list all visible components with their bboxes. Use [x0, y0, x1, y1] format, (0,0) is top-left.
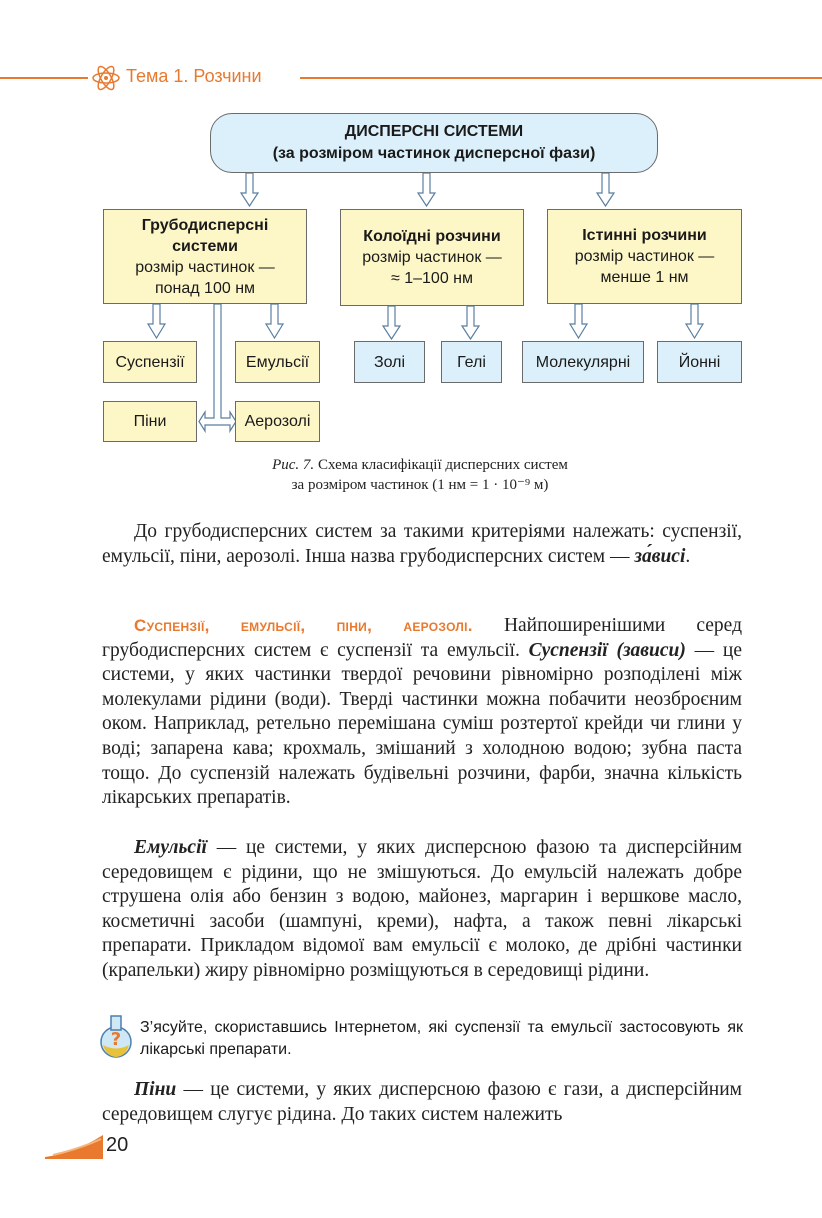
p4-text: — це системи, у яких дисперсною фазою є гази, а дисперсійним середовищем слугує рідина. До таких систем належить — [102, 1079, 742, 1125]
true-size-line2: менше 1 нм — [600, 269, 689, 286]
p2-term: Суспензії (зависи) — [528, 639, 686, 661]
arrow-true-ionic — [686, 304, 703, 338]
p2-text1: Найпоширенішими серед грубодисперсних систем є суспензії та емульсії. — [102, 615, 742, 661]
emulsions-label: Емульсії — [245, 353, 310, 371]
gels-label: Гелі — [457, 353, 486, 371]
p3-term: Емульсії — [134, 837, 207, 858]
arrow-top-colloid — [418, 173, 435, 206]
top-box-line2: (за розміром частинок дисперсної фази) — [272, 145, 596, 162]
suspensions-box — [103, 341, 197, 383]
molecular-box — [522, 341, 644, 383]
arrow-colloid-gels — [462, 306, 479, 339]
molecular-label: Молекулярні — [535, 353, 631, 371]
p3-text: — це системи, у яких дисперсною фазою та дисперсійним середовищем є рідини, що не змішуються. До емульсій належать добре струшена олія або бензин з водою, майонез, маргарин і вершкове масло, косметичні засоби (шампуні, креми), нафта, а також певні лікарські препарати. Прикладом відомої вам емульсії є молоко, де дрібні частинки (крапельки) жиру рівномірно розміщуються в середовищі рідини. — [102, 837, 742, 981]
foams-box — [103, 401, 197, 442]
caption-line1: Схема класифікації дисперсних систем — [317, 457, 568, 473]
paragraph-suspensions — [102, 614, 742, 811]
top-box-line1: ДИСПЕРСНІ СИСТЕМИ — [344, 123, 524, 140]
page-swoosh-icon — [45, 1133, 105, 1161]
suspensions-label: Суспензії — [115, 353, 185, 371]
dispersed-systems-box — [210, 113, 658, 173]
arrow-coarse-foams-aerosols — [199, 304, 236, 431]
coarse-title-line1: Грубодисперсні — [141, 216, 269, 234]
ionic-box — [657, 341, 742, 383]
figure-caption — [180, 455, 660, 495]
arrow-coarse-emulsions — [266, 304, 283, 338]
p2-text2: — це системи, у яких частинки твердої речовини рівномірно розподілені між молекулами рідини (води). Тверді частинки можна побачити неозброєним оком. Наприклад, ретельно перемішана суміш розтертої крейди чи глини у воді; запарена кава; крохмаль, змішаний з холодною водою; зубна паста тощо. До суспензій належать будівельні розчини, фарби, значна кількість лікарських препаратів. — [102, 639, 742, 809]
ionic-label: Йонні — [678, 353, 721, 371]
page-number: 20 — [106, 1134, 129, 1156]
arrow-colloid-sols — [383, 306, 400, 339]
arrow-true-molecular — [570, 304, 587, 338]
p1-text: До грубодисперсних систем за такими критеріями належать: суспензії, емульсії, піни, аерозолі. Інша назва грубодисперсних систем — — [102, 521, 742, 567]
colloid-title: Колоїдні розчини — [363, 228, 501, 245]
paragraph-coarse-intro — [102, 520, 742, 569]
arrow-top-coarse — [241, 173, 258, 206]
true-solutions-box — [547, 209, 742, 304]
flask-question-icon — [96, 1012, 136, 1060]
paragraph-foams — [102, 1078, 742, 1127]
arrow-top-true — [597, 173, 614, 206]
sols-label: Золі — [373, 353, 406, 371]
aerosols-label: Аерозолі — [244, 413, 311, 430]
arrow-coarse-suspensions — [148, 304, 165, 338]
header-title: Тема 1. Розчини — [126, 66, 262, 86]
caption-line2: за розміром частинок (1 нм = 1 · 10⁻⁹ м) — [291, 477, 549, 493]
p4-term: Піни — [134, 1079, 177, 1100]
aerosols-box — [235, 401, 320, 442]
paragraph-emulsions — [102, 836, 742, 984]
coarse-size-line2: понад 100 нм — [154, 279, 256, 297]
svg-text:?: ? — [110, 1029, 122, 1050]
colloid-solutions-box — [340, 209, 524, 306]
section-heading: Суспензії, емульсії, піни, аерозолі. — [134, 616, 473, 635]
coarse-dispersed-box — [103, 209, 307, 304]
gels-box — [441, 341, 502, 383]
caption-label: Рис. 7. — [272, 457, 315, 473]
p1-end: . — [685, 545, 691, 567]
true-size-line1: розмір частинок — — [574, 248, 715, 265]
emulsions-box — [235, 341, 320, 383]
coarse-title-line2: системи — [172, 237, 238, 255]
coarse-size-line1: розмір частинок — — [135, 258, 275, 276]
colloid-size-line2: ≈ 1–100 нм — [391, 270, 473, 287]
foams-label: Піни — [133, 413, 167, 430]
p1-term: за́висі — [634, 545, 686, 567]
research-note: З’ясуйте, скориставшись Інтернетом, які суспензії та емульсії застосовують як лікарські препарати. — [140, 1019, 743, 1058]
true-title: Істинні розчини — [582, 227, 707, 244]
colloid-size-line1: розмір частинок — — [362, 249, 502, 266]
sols-box — [354, 341, 425, 383]
